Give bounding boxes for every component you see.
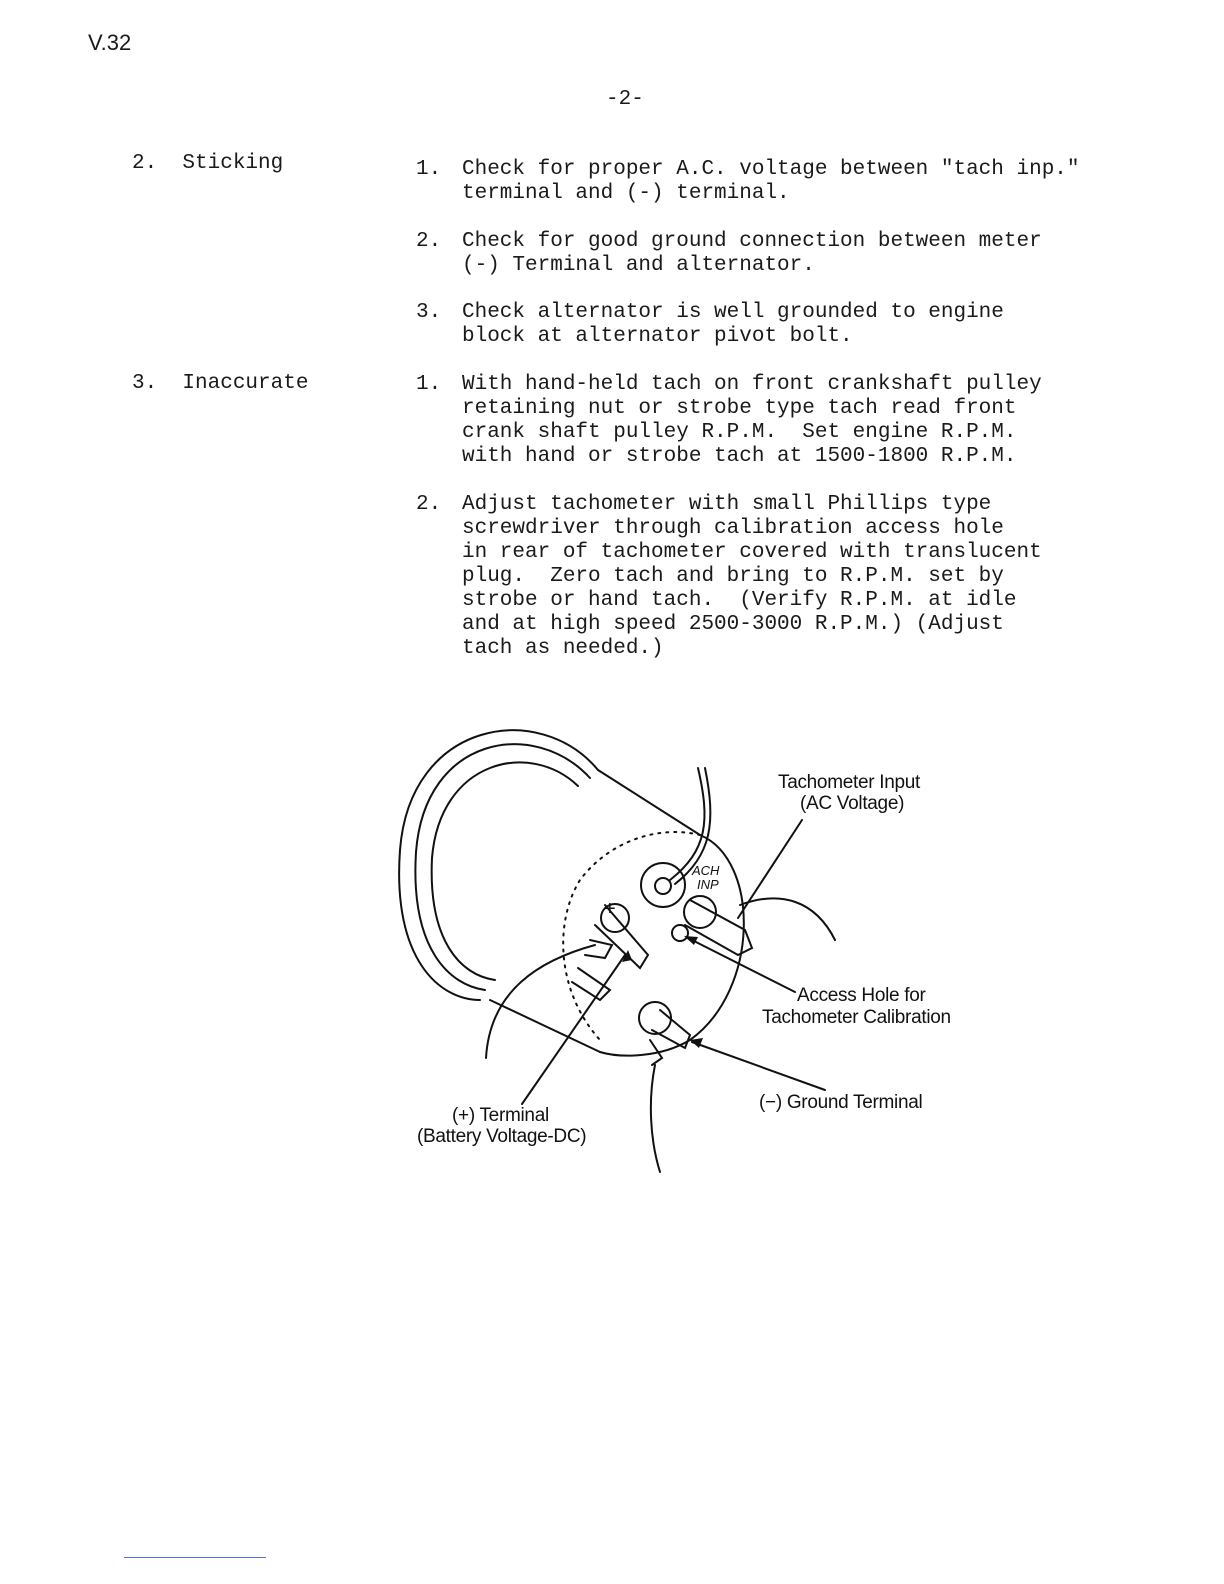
label-tach-input: Tachometer Input: [778, 772, 921, 793]
leader-plus: [522, 955, 625, 1104]
step-text-line: block at alternator pivot bolt.: [462, 325, 853, 348]
label-ground-terminal: (−) Ground Terminal: [759, 1092, 923, 1113]
label-plus-battery: (Battery Voltage-DC): [417, 1126, 587, 1147]
step-number: 2.: [416, 493, 442, 516]
tach-input-terminal: [641, 863, 685, 907]
step-text-line: Check for proper A.C. voltage between "tach inp.": [462, 158, 1080, 181]
leader-tach-input: [738, 820, 802, 918]
gauge-bezel-inner: [432, 762, 578, 980]
step-text-line: with hand or strobe tach at 1500-1800 R.P.M.: [462, 445, 1017, 468]
label-access-hole: Access Hole for: [797, 985, 926, 1006]
leader-ground: [692, 1042, 825, 1090]
gauge-mark-inp: INP: [697, 877, 719, 892]
step-text-line: strobe or hand tach. (Verify R.P.M. at idle: [462, 589, 1017, 612]
label-tach-input-voltage: (AC Voltage): [800, 793, 905, 814]
problem-sticking: 2. Sticking: [132, 152, 284, 175]
gauge-body-bottom: [490, 1000, 600, 1052]
gauge-mark-ach: ACH: [692, 863, 720, 878]
document-code: V.32: [88, 30, 132, 55]
step-text-line: retaining nut or strobe type tach read front: [462, 397, 1017, 420]
page-number: -2-: [606, 88, 644, 111]
step-number: 3.: [416, 301, 442, 324]
step-text-line: (-) Terminal and alternator.: [462, 254, 815, 277]
step-number: 1.: [416, 158, 442, 181]
label-access-calibration: Tachometer Calibration: [762, 1007, 951, 1028]
access-hole: [672, 925, 688, 941]
gauge-mark-plus: +: [604, 898, 616, 920]
ground-terminal: [639, 1002, 671, 1034]
footer-rule: [124, 1557, 266, 1558]
gauge-bezel-outer: [399, 730, 598, 1000]
gauge-body-top: [598, 770, 700, 835]
step-text-line: With hand-held tach on front crankshaft pulley: [462, 373, 1042, 396]
wire-right: [740, 898, 835, 940]
step-text-line: tach as needed.): [462, 637, 664, 660]
step-text-line: in rear of tachometer covered with translucent: [462, 541, 1042, 564]
label-plus-terminal: (+) Terminal: [452, 1105, 549, 1126]
step-text-line: Check alternator is well grounded to engine: [462, 301, 1004, 324]
step-text-line: and at high speed 2500-3000 R.P.M.) (Adjust: [462, 613, 1004, 636]
step-text-line: plug. Zero tach and bring to R.P.M. set by: [462, 565, 1004, 588]
step-text-line: Check for good ground connection between meter: [462, 230, 1042, 253]
wire-ground: [651, 1065, 660, 1172]
step-text-line: Adjust tachometer with small Phillips type: [462, 493, 992, 516]
step-number: 2.: [416, 230, 442, 253]
gauge-bezel-mid: [415, 744, 590, 990]
step-text-line: terminal and (-) terminal.: [462, 182, 790, 205]
problem-inaccurate: 3. Inaccurate: [132, 372, 309, 395]
step-number: 1.: [416, 373, 442, 396]
step-text-line: screwdriver through calibration access hole: [462, 517, 1004, 540]
step-text-line: crank shaft pulley R.P.M. Set engine R.P.M.: [462, 421, 1017, 444]
